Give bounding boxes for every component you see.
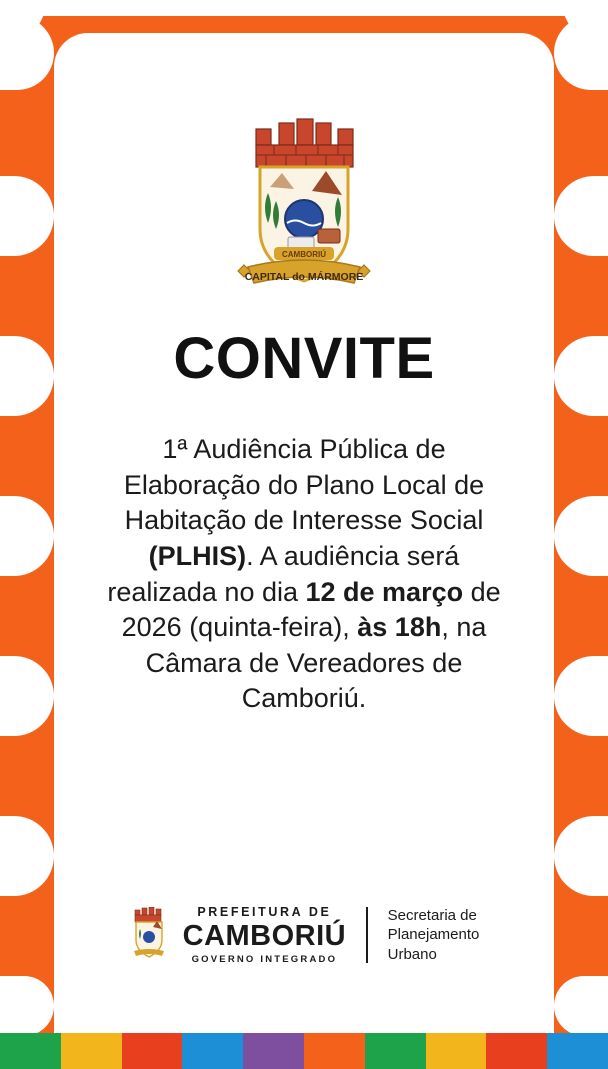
frame-notch	[554, 336, 608, 416]
ribbon-segment	[426, 1033, 487, 1069]
body-line-8: Camboriú.	[241, 683, 367, 714]
poster-content	[54, 33, 554, 1036]
top-white-strip	[0, 0, 608, 16]
footer-divider	[366, 907, 368, 963]
body-line-3: Habitação de Interesse Social	[124, 505, 484, 536]
invitation-body	[89, 432, 519, 717]
frame-notch	[0, 976, 54, 1036]
frame-notch	[0, 16, 54, 90]
right-notch-column	[554, 0, 608, 1069]
left-notch-column	[0, 0, 54, 1069]
ribbon-segment	[486, 1033, 547, 1069]
ribbon-segment	[122, 1033, 183, 1069]
page-title: CONVITE	[173, 326, 435, 391]
frame-notch	[554, 816, 608, 896]
color-ribbon	[0, 1033, 608, 1069]
ribbon-segment	[547, 1033, 608, 1069]
camboriu-coat-of-arms-icon	[234, 117, 374, 312]
frame-notch	[554, 16, 608, 90]
secretaria-line-3: Urbano	[387, 945, 437, 963]
footer-branding	[54, 906, 554, 964]
body-line-7: Câmara de Vereadores de	[145, 647, 463, 678]
secretaria-label	[388, 906, 480, 964]
crest-motto-text: CAPITAL do MÁRMORE	[244, 271, 364, 283]
ribbon-segment	[365, 1033, 426, 1069]
body-line-2: Elaboração do Plano Local de	[123, 469, 485, 500]
city-label: CAMBORIÚ	[182, 919, 347, 952]
ribbon-segment	[304, 1033, 365, 1069]
ribbon-segment	[243, 1033, 304, 1069]
ribbon-segment	[61, 1033, 122, 1069]
frame-notch	[0, 656, 54, 736]
body-time: às 18h	[357, 612, 442, 643]
prefeitura-label: PREFEITURA DE	[197, 905, 332, 919]
frame-notch	[0, 176, 54, 256]
prefeitura-wordmark	[183, 906, 347, 964]
ribbon-segment	[182, 1033, 243, 1069]
crest-city-text: CAMBORIÚ	[282, 250, 326, 259]
ribbon-segment	[0, 1033, 61, 1069]
frame-notch	[554, 176, 608, 256]
secretaria-line-1: Secretaria de	[387, 907, 477, 925]
frame-notch	[554, 496, 608, 576]
body-line-6-pre: 2026 (quinta-feira),	[121, 612, 358, 643]
frame-notch	[0, 496, 54, 576]
body-line-1: 1ª Audiência Pública de	[162, 434, 446, 464]
secretaria-line-2: Planejamento	[387, 926, 480, 944]
ribbon-mask	[54, 1027, 554, 1033]
body-after-plhis: . A audiência será	[246, 540, 460, 571]
body-line-5-post: de	[463, 576, 501, 607]
camboriu-coat-of-arms-small-icon	[129, 907, 169, 963]
body-line-5-pre: realizada no dia	[107, 576, 306, 607]
body-plhis: (PLHIS)	[148, 540, 247, 571]
frame-notch	[0, 336, 54, 416]
frame-notch	[554, 976, 608, 1036]
government-label: GOVERNO INTEGRADO	[191, 953, 338, 965]
frame-notch	[0, 816, 54, 896]
frame-notch	[554, 656, 608, 736]
body-date: 12 de março	[305, 576, 464, 607]
body-line-6-post: , na	[441, 612, 487, 643]
